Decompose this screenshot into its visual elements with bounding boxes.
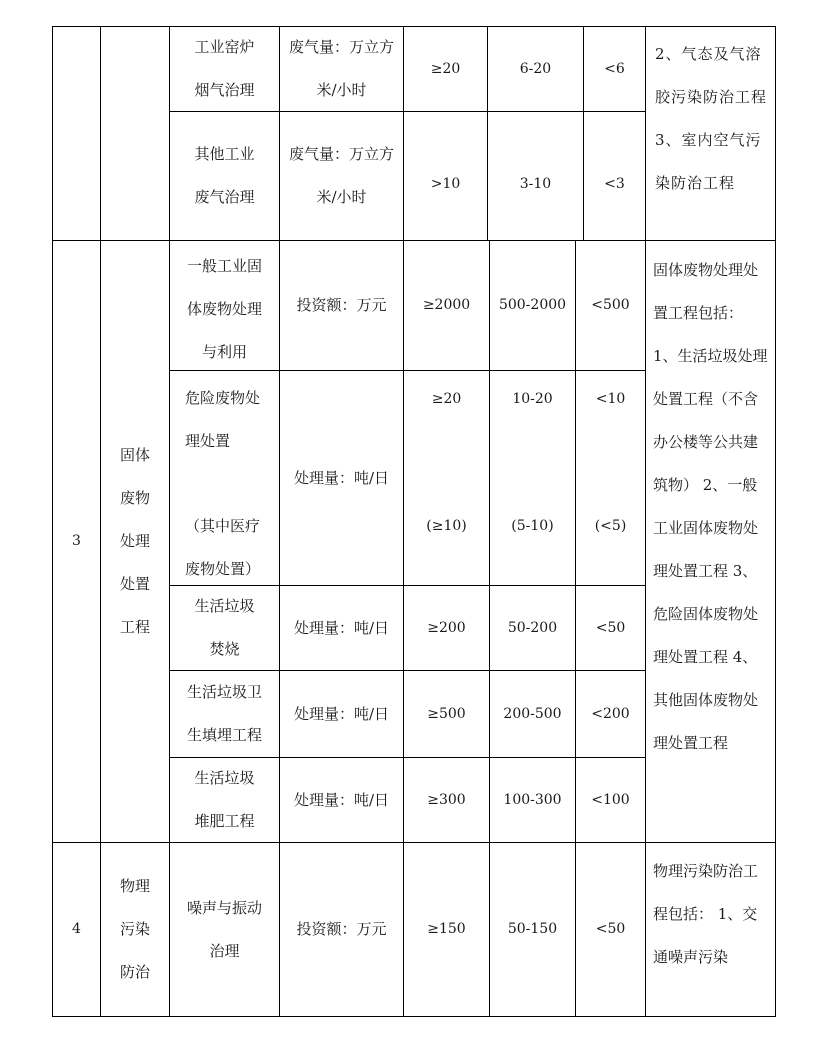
table-cell-item (170, 27, 279, 111)
table-cell-medium (490, 586, 575, 670)
table-cell-item (178, 377, 278, 463)
table-cell-item (170, 586, 279, 670)
unit-text: 处理量：吨/日 (293, 704, 390, 723)
table-cell-large (404, 27, 487, 111)
table-cell-small (576, 671, 645, 757)
table-cell-small (576, 843, 645, 1016)
unit-text: 投资额：万元 (296, 920, 387, 938)
remark-air (655, 33, 771, 205)
group-no: 4 (72, 921, 81, 937)
table-cell-large (404, 112, 487, 257)
remark-physical-text: 物理污染防治工程包括： 1、交通噪声污染 (653, 862, 759, 966)
table-cell-group-name (101, 241, 169, 842)
table-border-right (775, 26, 776, 1017)
large-value: ≥20 (431, 391, 462, 407)
medium-value: 10-20 (512, 391, 553, 407)
unit-text: 废气量：万立方米/小时 (288, 38, 394, 99)
column-divider (645, 26, 646, 1017)
table-cell-sub-item (178, 505, 278, 591)
small-value: <200 (591, 705, 630, 722)
table-cell-small (576, 758, 645, 842)
medium-value: 500-2000 (498, 297, 567, 313)
medium-value: 50-200 (507, 619, 558, 636)
table-cell-small (576, 586, 645, 670)
table-cell-large (404, 241, 489, 370)
table-cell-group-name (101, 843, 169, 1016)
unit-text: 投资额：万元 (296, 296, 387, 314)
large-value: ≥200 (427, 619, 466, 636)
medium-value: 6-20 (519, 60, 552, 77)
sub-item-text: （其中医疗废物处置） (185, 517, 261, 578)
sub-large-value: (≥10) (426, 518, 467, 534)
large-value: ≥2000 (422, 297, 471, 313)
medium-value: 100-300 (503, 791, 562, 808)
table-cell-small (584, 27, 645, 111)
table-cell-medium (490, 671, 575, 757)
small-value: <10 (595, 391, 626, 407)
table-cell-group-no (53, 843, 100, 1016)
table-cell-large (404, 671, 489, 757)
item-text: 危险废物处理处置 (185, 389, 261, 450)
item-text: 一般工业固体废物处理与利用 (186, 256, 262, 361)
table-cell-item (170, 758, 279, 842)
unit-text: 处理量：吨/日 (293, 468, 390, 487)
remark-physical (653, 850, 771, 979)
medium-value: 3-10 (519, 176, 552, 192)
unit-text: 处理量：吨/日 (293, 790, 390, 809)
sub-small-value: (<5) (594, 518, 627, 534)
table-cell-medium (490, 378, 575, 421)
table-cell-medium (488, 27, 583, 111)
table-cell-unit (280, 758, 403, 842)
unit-text: 废气量：万立方米/小时 (288, 145, 394, 206)
table-cell-medium (490, 843, 575, 1016)
item-text: 工业窑炉烟气治理 (194, 38, 255, 99)
large-value: ≥20 (430, 60, 461, 77)
large-value: ≥500 (427, 705, 466, 722)
large-value: ≥300 (427, 791, 466, 808)
table-cell-unit (280, 112, 403, 240)
table-cell-large (404, 586, 489, 670)
small-value: <6 (604, 60, 625, 77)
table-cell-medium (488, 112, 583, 257)
medium-value: 50-150 (507, 921, 558, 937)
table-cell-sub-medium (490, 505, 575, 548)
table-cell-small (576, 378, 645, 421)
item-text: 生活垃圾卫生填埋工程 (186, 683, 262, 744)
item-text: 其他工业废气治理 (194, 145, 255, 206)
table-cell-unit (280, 586, 403, 670)
table-cell-unit (280, 843, 403, 1016)
table-border-bottom (52, 1016, 776, 1017)
table-cell-medium (490, 758, 575, 842)
group-no: 3 (72, 533, 81, 549)
unit-text: 处理量：吨/日 (293, 618, 390, 637)
table-cell-small (584, 112, 645, 257)
table-cell-group-no (53, 241, 100, 842)
table-cell-item (170, 112, 279, 240)
table-cell-unit (280, 671, 403, 757)
table-cell-unit (280, 241, 403, 370)
item-text: 噪声与振动治理 (186, 898, 262, 960)
large-value: ≥150 (427, 921, 466, 937)
table-cell-large (404, 378, 489, 421)
small-value: <3 (604, 176, 625, 192)
item-text: 生活垃圾堆肥工程 (194, 769, 255, 830)
sub-medium-value: (5-10) (511, 518, 554, 534)
table-cell-unit (280, 27, 403, 111)
table-cell-large (404, 843, 489, 1016)
remark-air-text: 2、气态及气溶胶污染防治工程 3、室内空气污染防治工程 (655, 45, 768, 192)
remark-solid-text: 固体废物处理处置工程包括： 1、生活垃圾处理处置工程（不含办公楼等公共建筑物） 2、一般工业固体废物处理处置工程 3、危险固体废物处理处置工程 4、其他固体废物处理处置工程 (653, 261, 768, 752)
table-cell-unit (280, 371, 403, 585)
table-cell-item (170, 671, 279, 757)
small-value: <50 (595, 921, 626, 937)
group-name: 固体废物处理处置工程 (119, 446, 150, 636)
table-cell-large (404, 758, 489, 842)
table-cell-sub-small (576, 505, 645, 548)
small-value: <500 (591, 297, 630, 313)
group-name: 物理污染防治 (119, 877, 150, 981)
item-text: 生活垃圾焚烧 (194, 597, 255, 658)
small-value: <50 (595, 619, 626, 636)
table-cell-sub-large (404, 505, 489, 548)
table-cell-medium (490, 241, 575, 370)
table-cell-item (170, 248, 279, 370)
large-value: >10 (430, 176, 461, 192)
table-cell-small (576, 241, 645, 370)
table-cell-item (170, 843, 279, 1016)
medium-value: 200-500 (503, 705, 562, 722)
small-value: <100 (591, 791, 630, 808)
remark-solid (653, 249, 771, 765)
